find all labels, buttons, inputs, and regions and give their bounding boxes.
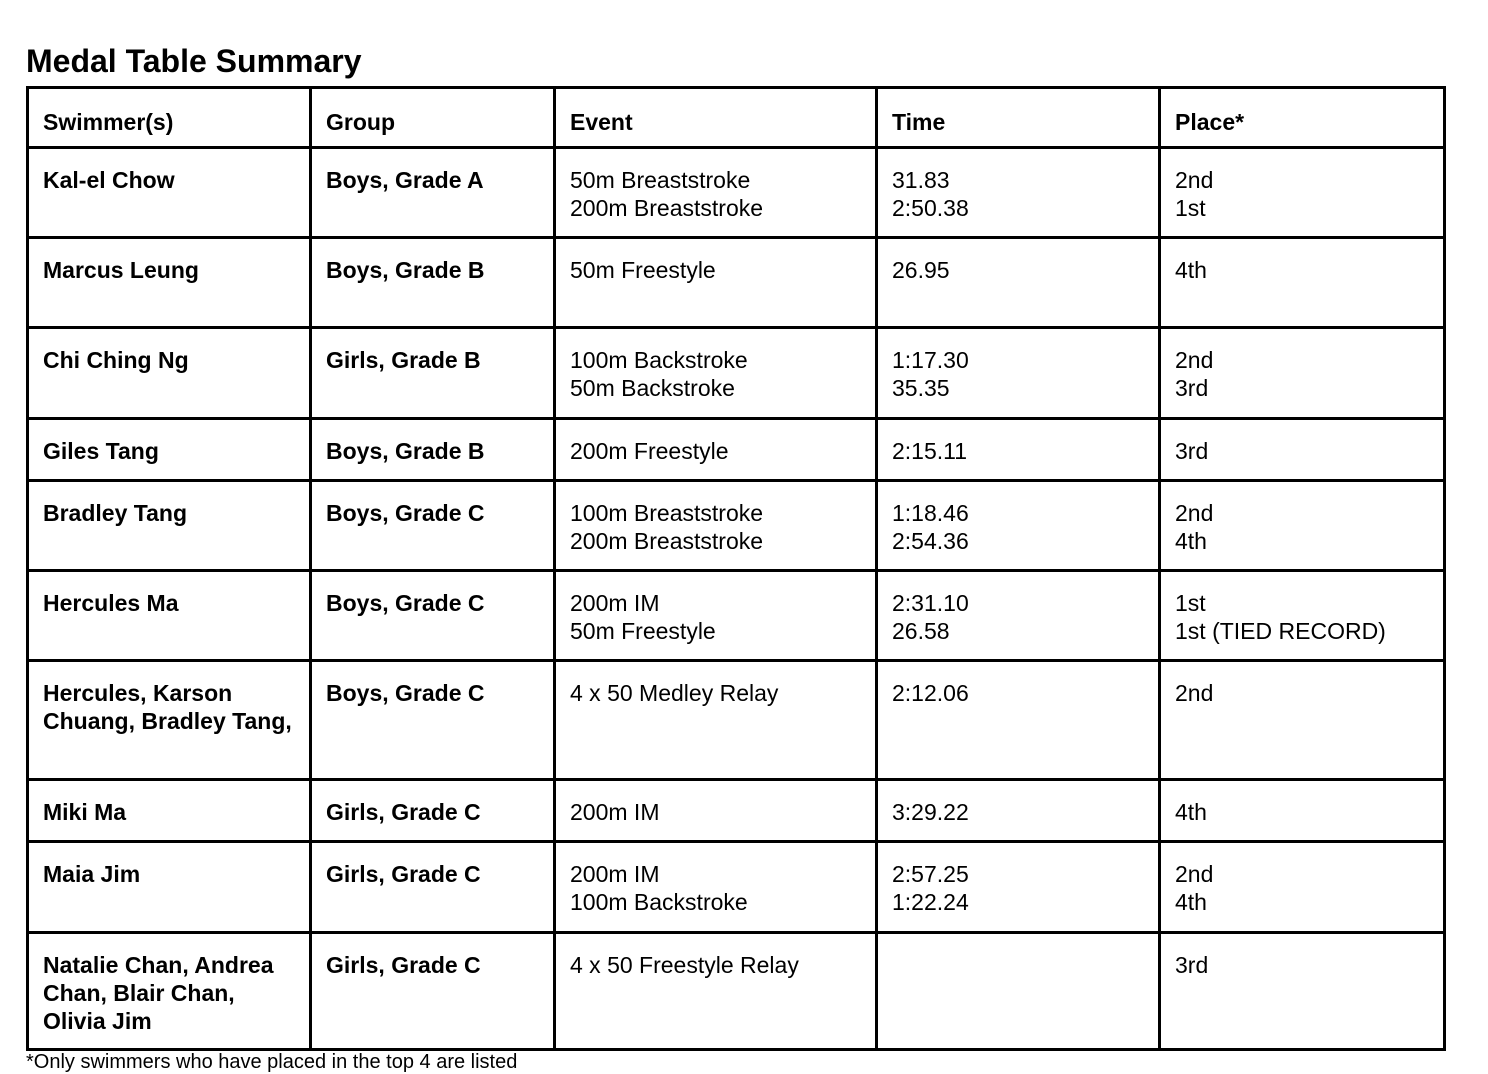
header-event: Event bbox=[555, 88, 877, 148]
time-cell bbox=[877, 238, 1160, 328]
event-cell bbox=[555, 842, 877, 933]
time-cell bbox=[877, 661, 1160, 780]
event-cell bbox=[555, 933, 877, 1050]
place-value: 4th bbox=[1175, 257, 1207, 283]
event-name: 200m Breaststroke bbox=[570, 195, 764, 221]
time-value: 2:57.25 bbox=[892, 861, 969, 887]
group-cell bbox=[311, 780, 555, 842]
swimmer-name: Giles Tang bbox=[43, 438, 159, 464]
swimmer-cell bbox=[28, 419, 311, 481]
event-name: 200m Freestyle bbox=[570, 438, 729, 464]
time-cell bbox=[877, 780, 1160, 842]
time-value: 31.83 bbox=[892, 167, 950, 193]
place-value: 2nd bbox=[1175, 347, 1214, 373]
group-label: Boys, Grade A bbox=[326, 167, 484, 193]
time-value: 1:18.46 bbox=[892, 500, 969, 526]
event-cell bbox=[555, 238, 877, 328]
table-row bbox=[28, 571, 1445, 661]
group-cell bbox=[311, 148, 555, 238]
time-value: 35.35 bbox=[892, 375, 950, 401]
table-row bbox=[28, 419, 1445, 481]
place-cell bbox=[1160, 933, 1445, 1050]
group-label: Boys, Grade B bbox=[326, 257, 485, 283]
place-cell bbox=[1160, 481, 1445, 571]
header-time: Time bbox=[877, 88, 1160, 148]
footnote: *Only swimmers who have placed in the top 4 are listed bbox=[26, 1051, 518, 1073]
place-value: 4th bbox=[1175, 889, 1207, 915]
place-cell bbox=[1160, 238, 1445, 328]
swimmer-name: Hercules, Karson Chuang, Bradley Tang, bbox=[43, 680, 292, 734]
event-name: 50m Freestyle bbox=[570, 618, 716, 644]
table-row bbox=[28, 933, 1445, 1050]
event-name: 200m IM bbox=[570, 799, 660, 825]
place-value: 1st bbox=[1175, 195, 1206, 221]
place-value: 2nd bbox=[1175, 167, 1214, 193]
group-label: Girls, Grade B bbox=[326, 347, 481, 373]
event-name: 200m IM bbox=[570, 861, 660, 887]
time-cell bbox=[877, 933, 1160, 1050]
event-name: 50m Freestyle bbox=[570, 257, 716, 283]
event-name: 4 x 50 Freestyle Relay bbox=[570, 952, 799, 978]
group-label: Boys, Grade C bbox=[326, 500, 485, 526]
group-cell bbox=[311, 328, 555, 419]
event-cell bbox=[555, 780, 877, 842]
event-name: 50m Breaststroke bbox=[570, 167, 751, 193]
time-cell bbox=[877, 842, 1160, 933]
swimmer-cell bbox=[28, 842, 311, 933]
swimmer-cell bbox=[28, 661, 311, 780]
event-name: 4 x 50 Medley Relay bbox=[570, 680, 779, 706]
time-value: 2:15.11 bbox=[892, 438, 968, 464]
event-cell bbox=[555, 661, 877, 780]
time-value: 3:29.22 bbox=[892, 799, 969, 825]
event-name: 200m IM bbox=[570, 590, 660, 616]
group-label: Boys, Grade B bbox=[326, 438, 485, 464]
time-value: 2:12.06 bbox=[892, 680, 969, 706]
event-name: 100m Breaststroke bbox=[570, 500, 764, 526]
swimmer-cell bbox=[28, 328, 311, 419]
event-cell bbox=[555, 419, 877, 481]
group-cell bbox=[311, 238, 555, 328]
time-value: 26.95 bbox=[892, 257, 950, 283]
header-place: Place* bbox=[1160, 88, 1445, 148]
place-cell bbox=[1160, 328, 1445, 419]
group-label: Boys, Grade C bbox=[326, 590, 485, 616]
swimmer-name: Hercules Ma bbox=[43, 590, 179, 616]
table-row bbox=[28, 481, 1445, 571]
group-label: Boys, Grade C bbox=[326, 680, 485, 706]
swimmer-cell bbox=[28, 148, 311, 238]
time-cell bbox=[877, 481, 1160, 571]
time-value: 2:50.38 bbox=[892, 195, 969, 221]
time-value: 2:54.36 bbox=[892, 528, 969, 554]
swimmer-name: Miki Ma bbox=[43, 799, 127, 825]
page-title: Medal Table Summary bbox=[26, 43, 362, 79]
place-cell bbox=[1160, 148, 1445, 238]
group-cell bbox=[311, 661, 555, 780]
group-cell bbox=[311, 419, 555, 481]
event-name: 100m Backstroke bbox=[570, 889, 748, 915]
place-cell bbox=[1160, 661, 1445, 780]
table-row bbox=[28, 328, 1445, 419]
swimmer-cell bbox=[28, 238, 311, 328]
table-row bbox=[28, 148, 1445, 238]
place-value: 2nd bbox=[1175, 680, 1214, 706]
swimmer-name: Natalie Chan, Andrea Chan, Blair Chan, Olivia Jim bbox=[43, 952, 274, 1034]
group-cell bbox=[311, 571, 555, 661]
swimmer-cell bbox=[28, 780, 311, 842]
swimmer-name: Marcus Leung bbox=[43, 257, 199, 283]
swimmer-cell bbox=[28, 571, 311, 661]
place-value: 2nd bbox=[1175, 861, 1214, 887]
group-label: Girls, Grade C bbox=[326, 952, 481, 978]
swimmer-cell bbox=[28, 481, 311, 571]
time-value: 2:31.10 bbox=[892, 590, 969, 616]
place-value: 3rd bbox=[1175, 438, 1209, 464]
place-value: 3rd bbox=[1175, 375, 1209, 401]
swimmer-name: Bradley Tang bbox=[43, 500, 187, 526]
table-header-row bbox=[28, 88, 1445, 148]
table-row bbox=[28, 238, 1445, 328]
table-row bbox=[28, 842, 1445, 933]
table-body bbox=[28, 148, 1445, 1050]
time-cell bbox=[877, 571, 1160, 661]
group-cell bbox=[311, 842, 555, 933]
place-cell bbox=[1160, 780, 1445, 842]
time-value: 26.58 bbox=[892, 618, 950, 644]
table-row bbox=[28, 661, 1445, 780]
event-cell bbox=[555, 328, 877, 419]
table-row bbox=[28, 780, 1445, 842]
place-value: 1st bbox=[1175, 590, 1206, 616]
place-cell bbox=[1160, 419, 1445, 481]
time-cell bbox=[877, 148, 1160, 238]
medal-table bbox=[26, 86, 1446, 1051]
place-value: 1st (TIED RECORD) bbox=[1175, 618, 1386, 644]
event-cell bbox=[555, 571, 877, 661]
event-name: 200m Breaststroke bbox=[570, 528, 764, 554]
swimmer-name: Kal-el Chow bbox=[43, 167, 175, 193]
header-group: Group bbox=[311, 88, 555, 148]
time-cell bbox=[877, 328, 1160, 419]
event-cell bbox=[555, 481, 877, 571]
time-value: 1:22.24 bbox=[892, 889, 969, 915]
event-name: 50m Backstroke bbox=[570, 375, 735, 401]
group-cell bbox=[311, 481, 555, 571]
time-value: 1:17.30 bbox=[892, 347, 969, 373]
place-value: 2nd bbox=[1175, 500, 1214, 526]
event-cell bbox=[555, 148, 877, 238]
place-value: 4th bbox=[1175, 799, 1207, 825]
header-swimmers: Swimmer(s) bbox=[28, 88, 311, 148]
time-cell bbox=[877, 419, 1160, 481]
group-cell bbox=[311, 933, 555, 1050]
place-value: 4th bbox=[1175, 528, 1207, 554]
event-name: 100m Backstroke bbox=[570, 347, 748, 373]
swimmer-name: Chi Ching Ng bbox=[43, 347, 189, 373]
swimmer-cell bbox=[28, 933, 311, 1050]
place-cell bbox=[1160, 842, 1445, 933]
swimmer-name: Maia Jim bbox=[43, 861, 141, 887]
group-label: Girls, Grade C bbox=[326, 861, 481, 887]
place-cell bbox=[1160, 571, 1445, 661]
place-value: 3rd bbox=[1175, 952, 1209, 978]
group-label: Girls, Grade C bbox=[326, 799, 481, 825]
